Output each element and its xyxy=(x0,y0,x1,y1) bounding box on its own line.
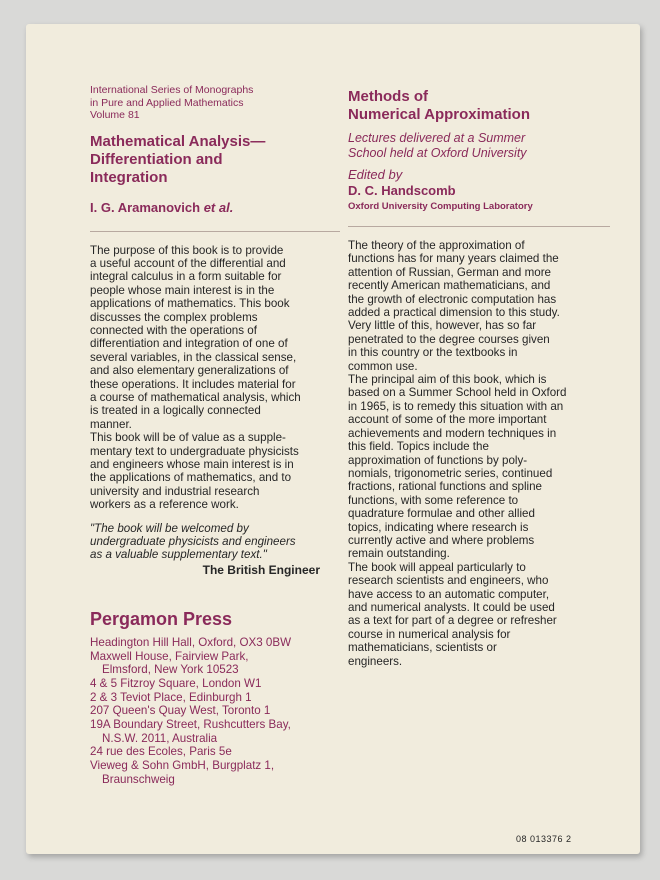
address-line: Braunschweig xyxy=(102,772,175,786)
left-book-author xyxy=(90,200,340,215)
publisher-addresses xyxy=(90,636,340,787)
address-line: Maxwell House, Fairview Park, xyxy=(90,649,249,663)
publisher-name: Pergamon Press xyxy=(90,608,233,629)
address-line: 4 & 5 Fitzroy Square, London W1 xyxy=(90,676,262,690)
series-line: Volume 81 xyxy=(90,109,140,121)
right-book-subtitle xyxy=(348,131,610,161)
author-name: I. G. Aramanovich xyxy=(90,199,201,215)
title-line: Numerical Approximation xyxy=(348,106,530,123)
right-description: The theory of the approximation of functions has for many years claimed the attention of Russian, German and more recently American mathematicians, and the growth of electronic computation has added a practical dimension to this study. Very little of this, however, has so far penetrated to the degree courses given in this country or the textbooks in common use. The principal aim of this book, which is based on a Summer School held in Oxford in 1965, is to remedy this situation with an account of some of the more important achievements and modern techniques in this field. Topics include the approximation of functions by poly- nomials, trigonometric series, continued fractions, rational functions and spline functions, with some reference to quadrature formulae and other allied topics, indicating where research is currently active and where problems remain outstanding. The book will appeal particularly to research scientists and engineers, who have access to an automatic computer, and numerical analysts. It could be used as a text for part of a degree or refresher course in numerical analysis for mathematicians, scientists or engineers. xyxy=(348,239,567,668)
quote-attribution: The British Engineer xyxy=(202,562,320,577)
address-line: 19A Boundary Street, Rushcutters Bay, xyxy=(90,718,291,732)
address-line: Headington Hill Hall, Oxford, OX3 0BW xyxy=(90,635,292,649)
review-quote: "The book will be welcomed by undergraduate physicists and engineers as a valuable supplementary text." xyxy=(90,521,296,562)
isbn-number: 08 013376 2 xyxy=(516,834,572,844)
address-line: 2 & 3 Teviot Place, Edinburgh 1 xyxy=(90,690,252,704)
address-line: Vieweg & Sohn GmbH, Burgplatz 1, xyxy=(90,759,275,773)
author-suffix: et al. xyxy=(203,199,234,215)
series-line: International Series of Monographs xyxy=(90,84,254,96)
subtitle-line: Lectures delivered at a Summer xyxy=(348,131,526,145)
editor-name: D. C. Handscomb xyxy=(348,183,456,198)
book-back-cover xyxy=(26,24,640,854)
subtitle-line: School held at Oxford University xyxy=(348,146,527,160)
series-info xyxy=(90,84,340,122)
left-book-title xyxy=(90,133,340,187)
right-column xyxy=(348,88,610,668)
address-line: N.S.W. 2011, Australia xyxy=(102,731,218,745)
address-line: Elmsford, New York 10523 xyxy=(102,663,239,677)
left-description: The purpose of this book is to provide a useful account of the differential and integral calculus in a form suitable for people whose main interest is in the applications of mathematics. This book discusses the complex problems connected with the operations of differentiation and integration of one of several variables, in the classical sense, and also elementary generalizations of these operations. It includes material for a course of mathematical analysis, which is treated in a logically connected manner. This book will be of value as a supple- mentary text to undergraduate physicists and engineers whose main interest is in the applications of mathematics, and to university and industrial research workers as a reference work. xyxy=(90,243,301,512)
series-line: in Pure and Applied Mathematics xyxy=(90,96,244,109)
title-line: Mathematical Analysis— xyxy=(90,132,266,150)
divider xyxy=(348,226,610,227)
left-column xyxy=(90,84,340,787)
title-line: Integration xyxy=(90,168,168,186)
title-line: Differentiation and xyxy=(90,150,223,168)
divider xyxy=(90,231,340,232)
address-line: 24 rue des Ecoles, Paris 5e xyxy=(90,745,232,759)
right-book-title xyxy=(348,88,610,124)
address-line: 207 Queen's Quay West, Toronto 1 xyxy=(90,704,271,718)
editor-affiliation: Oxford University Computing Laboratory xyxy=(348,201,533,212)
title-line: Methods of xyxy=(348,88,428,105)
edited-by-label: Edited by xyxy=(348,167,403,182)
